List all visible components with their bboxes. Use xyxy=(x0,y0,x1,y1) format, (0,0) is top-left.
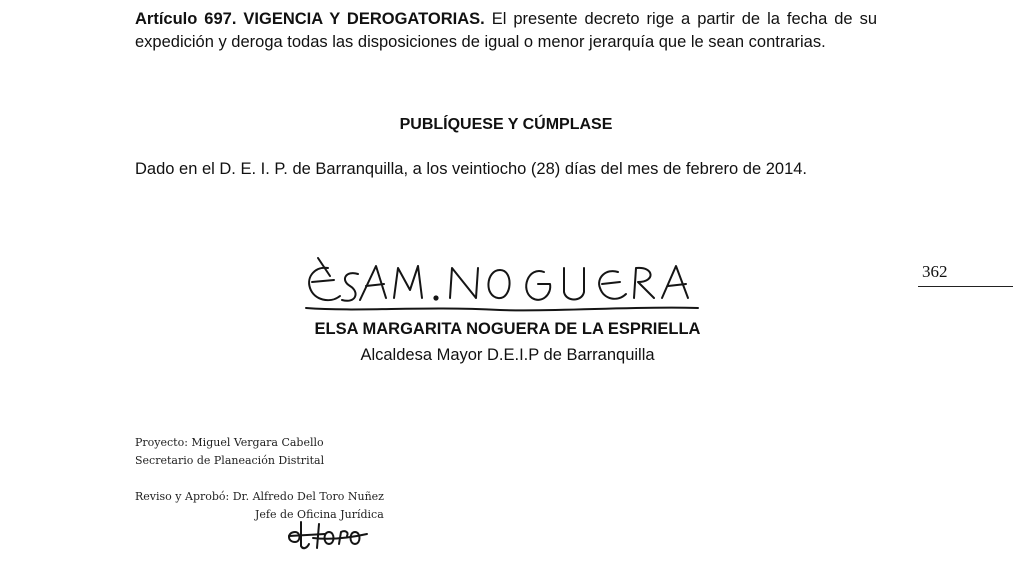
project-credit-role: Secretario de Planeación Distrital xyxy=(135,454,325,467)
closing-heading: PUBLÍQUESE Y CÚMPLASE xyxy=(399,116,613,133)
given-paragraph: Dado en el D. E. I. P. de Barranquilla, a los veintiocho (28) días del mes de febrero de 2014. xyxy=(135,160,808,178)
article-text: El presente decreto rige a partir de la fecha de su expedición y deroga todas las disposiciones de igual o menor jerarquía que le sean contrarias. xyxy=(135,10,877,51)
page-number: 362 xyxy=(922,262,948,281)
signer-role: Alcaldesa Mayor D.E.I.P de Barranquilla xyxy=(360,346,655,364)
article-paragraph xyxy=(135,8,877,53)
review-credit: Reviso y Aprobó: Dr. Alfredo Del Toro Nuñez xyxy=(135,490,384,503)
handwritten-signature xyxy=(300,250,705,320)
signer-name: ELSA MARGARITA NOGUERA DE LA ESPRIELLA xyxy=(314,320,701,338)
page-number-rule xyxy=(918,286,1013,287)
article-title: Artículo 697. VIGENCIA Y DEROGATORIAS. xyxy=(135,10,485,28)
review-credit-role: Jefe de Oficina Jurídica xyxy=(255,508,384,521)
project-credit: Proyecto: Miguel Vergara Cabello xyxy=(135,436,324,449)
handwritten-initials xyxy=(285,520,370,552)
